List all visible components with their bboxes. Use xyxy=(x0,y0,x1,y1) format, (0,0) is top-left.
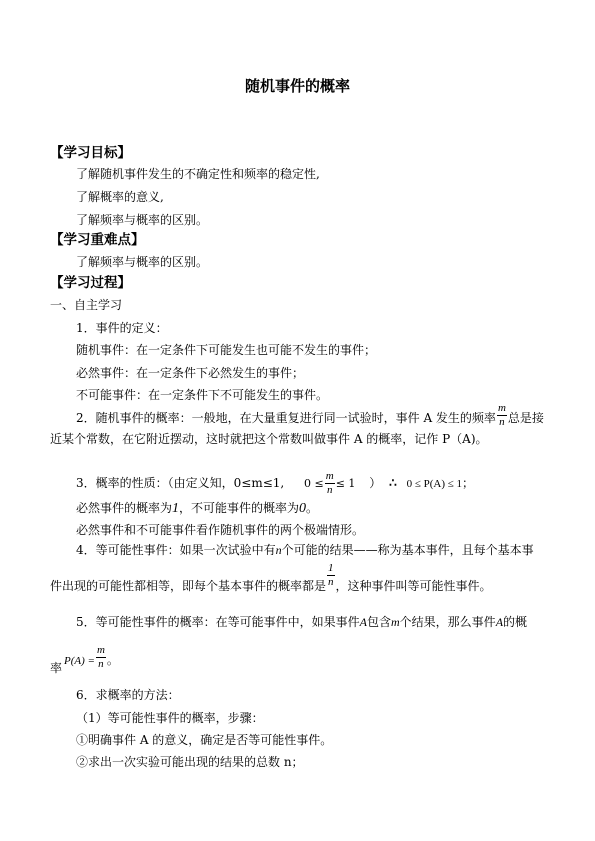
definition-impossible: 不可能事件：在一定条件下不可能发生的事件。 xyxy=(76,388,329,402)
definition-random: 随机事件：在一定条件下可能发生也可能不发生的事件； xyxy=(76,343,377,357)
method-step-2: ②求出一次实验可能出现的结果的总数 n； xyxy=(76,755,304,769)
goal-item: 了解随机事件发生的不确定性和频率的稳定性, xyxy=(76,167,320,181)
fraction-m-over-n: $\frac{m}{n}$ xyxy=(325,470,334,496)
item-4-text: 4．等可能性事件：如果一次试验中有n个可能的结果——称为基本事件，且每个基本事 xyxy=(76,543,534,557)
item-3-text: 3．概率的性质：（由定义知，0≤m≤1, 0 ≤ $\frac{m}{n}$ ≤ 1 ） ∴ 0 ≤ P(A) ≤ 1； xyxy=(76,470,475,496)
goal-item: 了解频率与概率的区别。 xyxy=(76,213,209,227)
item-5-formula-line: 率 xyxy=(50,661,63,675)
section-heading-key: 【学习重难点】 xyxy=(50,232,145,248)
fraction-1-over-n: $\frac{1}{n}$ xyxy=(328,562,334,588)
fraction-m-over-n: $\frac{m}{n}$ xyxy=(497,402,506,428)
item-4-continuation: 件出现的可能性都相等，即每个基本事件的概率都是 $\frac{1}{n}$ ，这种事件叫等可能性事件。 xyxy=(50,562,492,593)
item-5-text: 5．等可能性事件的概率：在等可能事件中，如果事件A包含m个结果，那么事件A的概 xyxy=(76,615,528,629)
part-heading: 一、自主学习 xyxy=(50,298,123,312)
item-2-continuation: 近某个常数，在它附近摆动，这时就把这个常数叫做事件 A 的概率，记作 P（A)。 xyxy=(50,432,488,446)
item-2-text: 2．随机事件的概率：一般地，在大量重复进行同一试验时，事件 A 发生的频率 $\frac{m}{n}$ 总是接 xyxy=(76,402,544,428)
section-heading-goals: 【学习目标】 xyxy=(50,145,131,161)
fraction-m-over-n: $\frac{m}{n}$ xyxy=(96,644,105,670)
goal-item: 了解概率的意义, xyxy=(76,190,164,204)
page-title: 随机事件的概率 xyxy=(244,77,350,95)
method-1-title: （1）等可能性事件的概率，步骤： xyxy=(76,711,264,725)
section-heading-process: 【学习过程】 xyxy=(50,275,131,291)
therefore-symbol: ∴ xyxy=(389,476,397,490)
extreme-cases-line: 必然事件和不可能事件看作随机事件的两个极端情形。 xyxy=(76,523,365,537)
item-6-title: 6．求概率的方法： xyxy=(76,688,180,702)
definition-certain: 必然事件：在一定条件下必然发生的事件； xyxy=(76,366,305,380)
method-step-1: ①明确事件 A 的意义，确定是否等可能性事件。 xyxy=(76,733,333,747)
item-1-title: 1．事件的定义： xyxy=(76,321,168,335)
key-item: 了解频率与概率的区别。 xyxy=(76,255,209,269)
certain-probability-line: 必然事件的概率为1，不可能事件的概率为0。 xyxy=(76,501,319,516)
probability-formula: P(A) = $\frac{m}{n}$ 。 xyxy=(64,644,119,670)
probability-range: 0 ≤ P(A) ≤ 1 xyxy=(406,478,463,490)
